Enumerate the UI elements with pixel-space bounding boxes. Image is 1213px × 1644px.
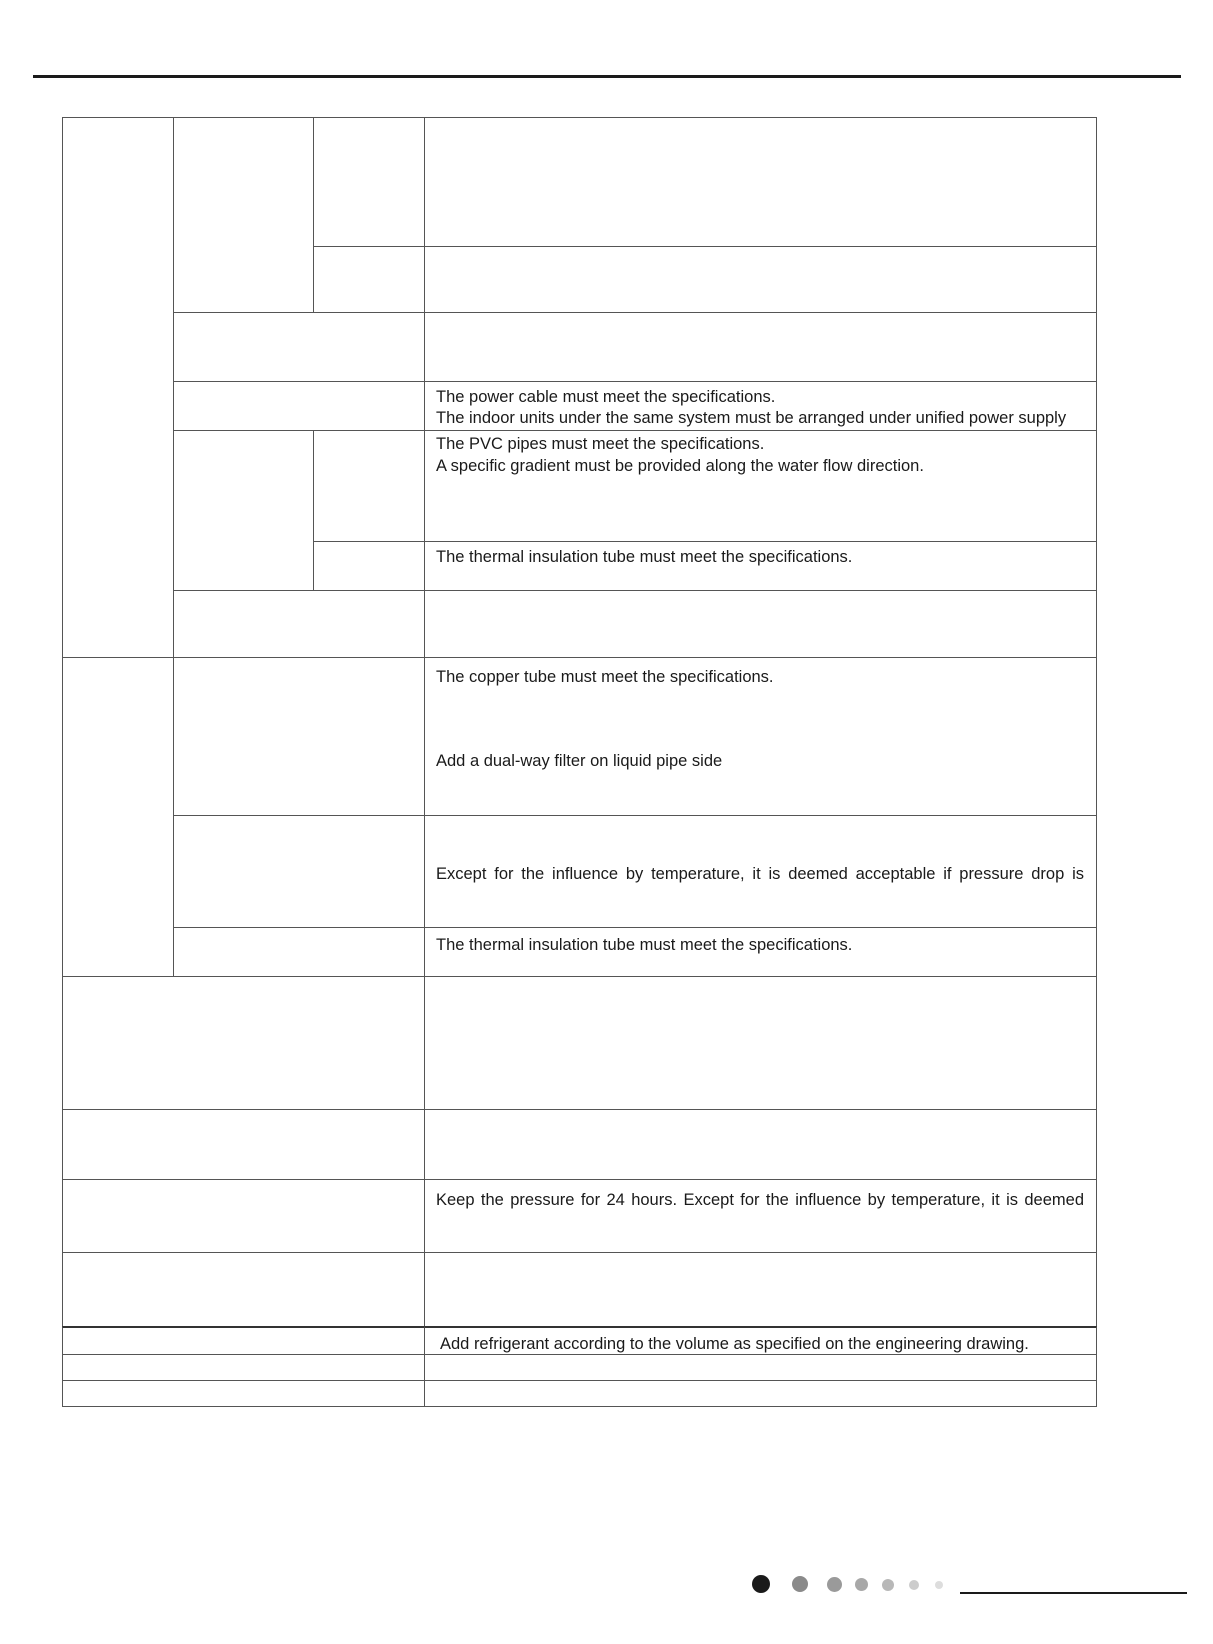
- indicator-dot: [882, 1579, 894, 1591]
- copper-tube-spec-text: The copper tube must meet the specifications.: [436, 668, 774, 686]
- power-supply-text: The indoor units under the same system must be arranged under unified power supply: [436, 409, 1067, 427]
- table-cell: [173, 117, 314, 313]
- table-cell: [424, 976, 1097, 1110]
- table-cell: [424, 1354, 1097, 1381]
- table-cell: [173, 657, 425, 816]
- table-cell: [62, 117, 174, 658]
- table-cell: [62, 1179, 425, 1253]
- indicator-dot: [827, 1577, 842, 1592]
- gradient-text: A specific gradient must be provided along the water flow direction.: [436, 457, 924, 475]
- table-cell: [424, 1109, 1097, 1180]
- table-cell: [173, 590, 425, 658]
- table-cell: [313, 430, 425, 542]
- indicator-dot: [855, 1578, 868, 1591]
- power-cable-spec-text: The power cable must meet the specifications.: [436, 388, 776, 406]
- pressure-keep-text: Keep the pressure for 24 hours. Except for the influence by temperature, it is deemed: [436, 1191, 1084, 1209]
- header-rule: [33, 75, 1181, 78]
- table-cell: [424, 590, 1097, 658]
- table-cell: [313, 246, 425, 313]
- dual-way-filter-text: Add a dual-way filter on liquid pipe side: [436, 752, 723, 770]
- table-cell: [62, 657, 174, 977]
- table-cell: [173, 312, 425, 382]
- indicator-dot: [792, 1576, 808, 1592]
- refrigerant-charge-text: Add refrigerant according to the volume as specified on the engineering drawing.: [440, 1335, 1029, 1353]
- table-cell: [62, 1354, 425, 1381]
- table-cell: [62, 976, 425, 1110]
- indicator-dot: [752, 1575, 770, 1593]
- pvc-pipe-spec-text: The PVC pipes must meet the specifications.: [436, 435, 765, 453]
- drain-insulation-text: The thermal insulation tube must meet the specifications.: [436, 548, 853, 566]
- table-cell: [62, 1252, 425, 1327]
- table-cell: [424, 117, 1097, 247]
- table-cell: [313, 541, 425, 591]
- table-cell: [62, 1326, 425, 1355]
- table-cell: [173, 815, 425, 928]
- table-cell: [424, 246, 1097, 313]
- table-cell: [173, 927, 425, 977]
- table-cell: [62, 1109, 425, 1180]
- table-cell: [62, 1380, 425, 1407]
- indicator-dot: [935, 1581, 943, 1589]
- table-cell: [424, 1252, 1097, 1327]
- table-cell: [173, 430, 314, 591]
- pressure-drop-text: Except for the influence by temperature, it is deemed acceptable if pressure drop is: [436, 865, 1084, 883]
- indicator-dot: [909, 1580, 919, 1590]
- footer-rule: [960, 1592, 1187, 1594]
- table-cell: [173, 381, 425, 431]
- refrigerant-insulation-text: The thermal insulation tube must meet the specifications.: [436, 936, 853, 954]
- table-cell: [424, 1380, 1097, 1407]
- table-cell: [313, 117, 425, 247]
- table-cell: [424, 312, 1097, 382]
